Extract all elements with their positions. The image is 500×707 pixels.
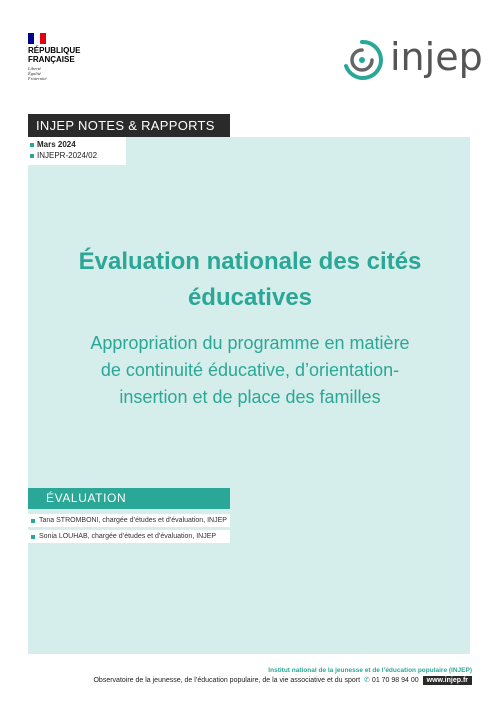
phone-number: 01 70 98 94 00 [371,677,419,684]
french-flag-icon [28,33,46,44]
flag-red [40,33,46,44]
bullet-square-icon [30,143,34,147]
series-label: INJEP NOTES & RAPPORTS [28,114,230,137]
website-link[interactable]: www.injep.fr [423,676,472,685]
bullet-square-icon [31,519,35,523]
bullet-square-icon [30,154,34,158]
author-item: Tana STROMBONI, chargée d’études et d’évaluation, INJEP [28,514,230,527]
report-subtitle: Appropriation du programme en matière de continuité éducative, d’orientation- insertion et de place des familles [90,333,410,407]
injep-logo-text: injep [390,35,483,79]
author-item: Sonia LOUHAB, chargée d’études et d’évaluation, INJEP [28,530,230,543]
injep-logo-icon [340,38,384,82]
section-label: ÉVALUATION [28,488,230,509]
observatory-text: Observatoire de la jeunesse, de l’éducation populaire, de la vie associative et du sport [93,677,361,684]
republique-francaise-title: RÉPUBLIQUE FRANÇAISE [28,46,81,64]
report-title: Évaluation nationale des cités éducatives [78,248,422,311]
report-reference: INJEPR-2024/02 [30,151,97,161]
phone-icon: ✆ [364,677,370,684]
bullet-square-icon [31,535,35,539]
publication-date: Mars 2024 [30,140,76,150]
footer-contact [93,676,472,685]
republique-motto: Liberté Égalité Fraternité [28,66,47,82]
institute-name: Institut national de la jeunesse et de l’éducation populaire (INJEP) [268,667,472,674]
